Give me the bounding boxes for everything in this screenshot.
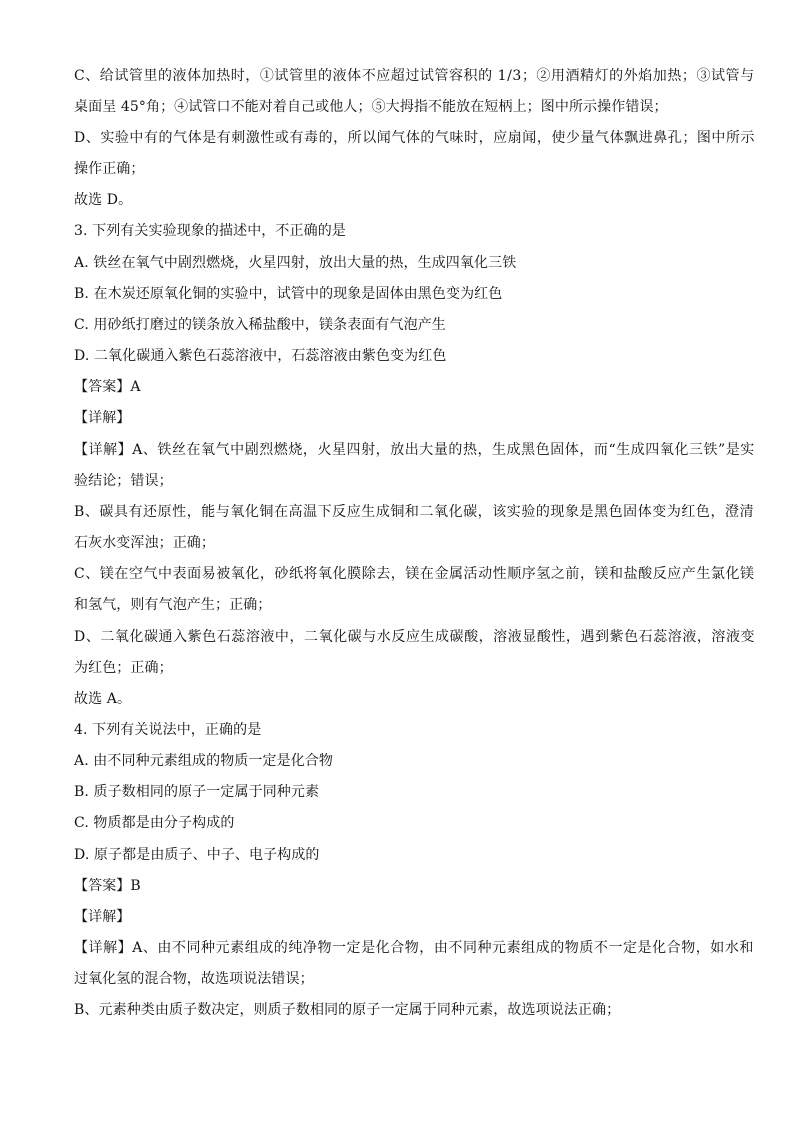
- text-line: D、二氧化碳通入紫色石蕊溶液中，二氧化碳与水反应生成碳酸，溶液显酸性，遇到紫色石蕊溶液，溶液变: [74, 629, 756, 645]
- option-c: C. 用砂纸打磨过的镁条放入稀盐酸中，镁条表面有气泡产生: [74, 317, 446, 333]
- text-line: 为红色；正确；: [74, 660, 173, 676]
- question-title: 4. 下列有关说法中，正确的是: [74, 722, 262, 738]
- explanation-heading: 【详解】: [74, 909, 131, 925]
- text-line: 【详解】A、由不同种元素组成的纯净物一定是化合物，由不同种元素组成的物质不一定是化合物，如水和: [74, 940, 754, 956]
- text-line: 过氧化氢的混合物，故选项说法错误；: [74, 971, 314, 987]
- option-d: D. 二氧化碳通入紫色石蕊溶液中，石蕊溶液由紫色变为红色: [74, 348, 447, 364]
- explanation-heading: 【详解】: [74, 410, 131, 426]
- text-line: 故选 D。: [74, 192, 133, 208]
- option-b: B. 质子数相同的原子一定属于同种元素: [74, 784, 320, 800]
- option-d: D. 原子都是由质子、中子、电子构成的: [74, 847, 320, 863]
- text-line: C、镁在空气中表面易被氧化，砂纸将氧化膜除去，镁在金属活动性顺序氢之前，镁和盐酸反应产生氯化镁: [74, 566, 755, 582]
- option-c: C. 物质都是由分子构成的: [74, 815, 235, 831]
- text-line: 石灰水变浑浊；正确；: [74, 535, 215, 551]
- text-line: 验结论；错误；: [74, 473, 173, 489]
- text-line: B、碳具有还原性，能与氧化铜在高温下反应生成铜和二氧化碳，该实验的现象是黑色固体变为红色，澄清: [74, 504, 755, 520]
- answer-label: 【答案】A: [74, 379, 141, 395]
- text-line: 【详解】A、铁丝在氧气中剧烈燃烧，火星四射，放出大量的热，生成黑色固体，而“生成四氧化三铁”是实: [74, 442, 755, 458]
- option-b: B. 在木炭还原氧化铜的实验中，试管中的现象是固体由黑色变为红色: [74, 286, 503, 302]
- text-line: 故选 A。: [74, 691, 132, 707]
- text-line: C、给试管里的液体加热时，①试管里的液体不应超过试管容积的 1/3；②用酒精灯的外焰加热；③试管与: [74, 68, 755, 84]
- text-line: B、元素种类由质子数决定，则质子数相同的原子一定属于同种元素，故选项说法正确；: [74, 1002, 621, 1018]
- text-line: 操作正确；: [74, 161, 145, 177]
- option-a: A. 铁丝在氧气中剧烈燃烧，火星四射，放出大量的热，生成四氧化三铁: [74, 255, 517, 271]
- option-a: A. 由不同种元素组成的物质一定是化合物: [74, 753, 334, 769]
- answer-label: 【答案】B: [74, 878, 141, 894]
- text-line: D、实验中有的气体是有刺激性或有毒的，所以闻气体的气味时，应扇闻，使少量气体飘进鼻孔；图中所示: [74, 130, 756, 146]
- question-title: 3. 下列有关实验现象的描述中，不正确的是: [74, 223, 346, 239]
- text-line: 和氢气，则有气泡产生；正确；: [74, 597, 272, 613]
- text-line: 桌面呈 45°角；④试管口不能对着自己或他人；⑤大拇指不能放在短柄上；图中所示操作错误；: [74, 99, 668, 115]
